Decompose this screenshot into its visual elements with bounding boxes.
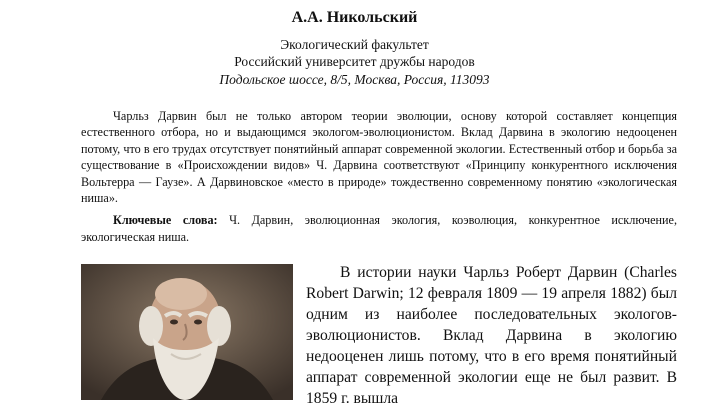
portrait-image <box>81 264 293 400</box>
abstract <box>81 108 677 245</box>
abstract-text: Чарльз Дарвин был не только автором теории эволюции, основу которой составляет концепция естественного отбора, но и выдающимся экологом-эволюционистом. Вклад Дарвина в экологию недооценен потому, что в его трудах отсутствует понятийный аппарат современной экологии. Естественный отбор и борьба за существование в «Происхождении видов» Ч. Дарвина соответствуют «Принципу конкурентного исключения Вольтерра — Гаузе». А Дарвиновское «место в природе» тождественно современному понятию «экологическая ниша». <box>81 109 677 206</box>
author-name: А.А. Никольский <box>291 9 418 26</box>
keywords-label: Ключевые слова: <box>113 213 218 228</box>
keywords <box>81 212 677 245</box>
keywords-text: Ч. Дарвин, эволюционная экология, коэволюция, конкурентное исключение, экологическая ниша. <box>81 213 677 244</box>
body-paragraph: В истории науки Чарльз Роберт Дарвин (Charles Robert Darwin; 12 февраля 1809 — 19 апреля 1882) был одним из наиболее последовательных экологов-эволюционистов. Вклад Дарвина в экологию недооценен лишь потому, что в его время понятийный аппарат современной экологии еще не был развит. В 1859 г. вышла <box>306 264 677 407</box>
darwin-portrait <box>81 264 293 400</box>
university: Российский университет дружбы народов <box>234 54 475 69</box>
address: Подольское шоссе, 8/5, Москва, Россия, 113093 <box>219 72 490 87</box>
faculty: Экологический факультет <box>280 37 429 52</box>
body-text <box>306 262 677 409</box>
